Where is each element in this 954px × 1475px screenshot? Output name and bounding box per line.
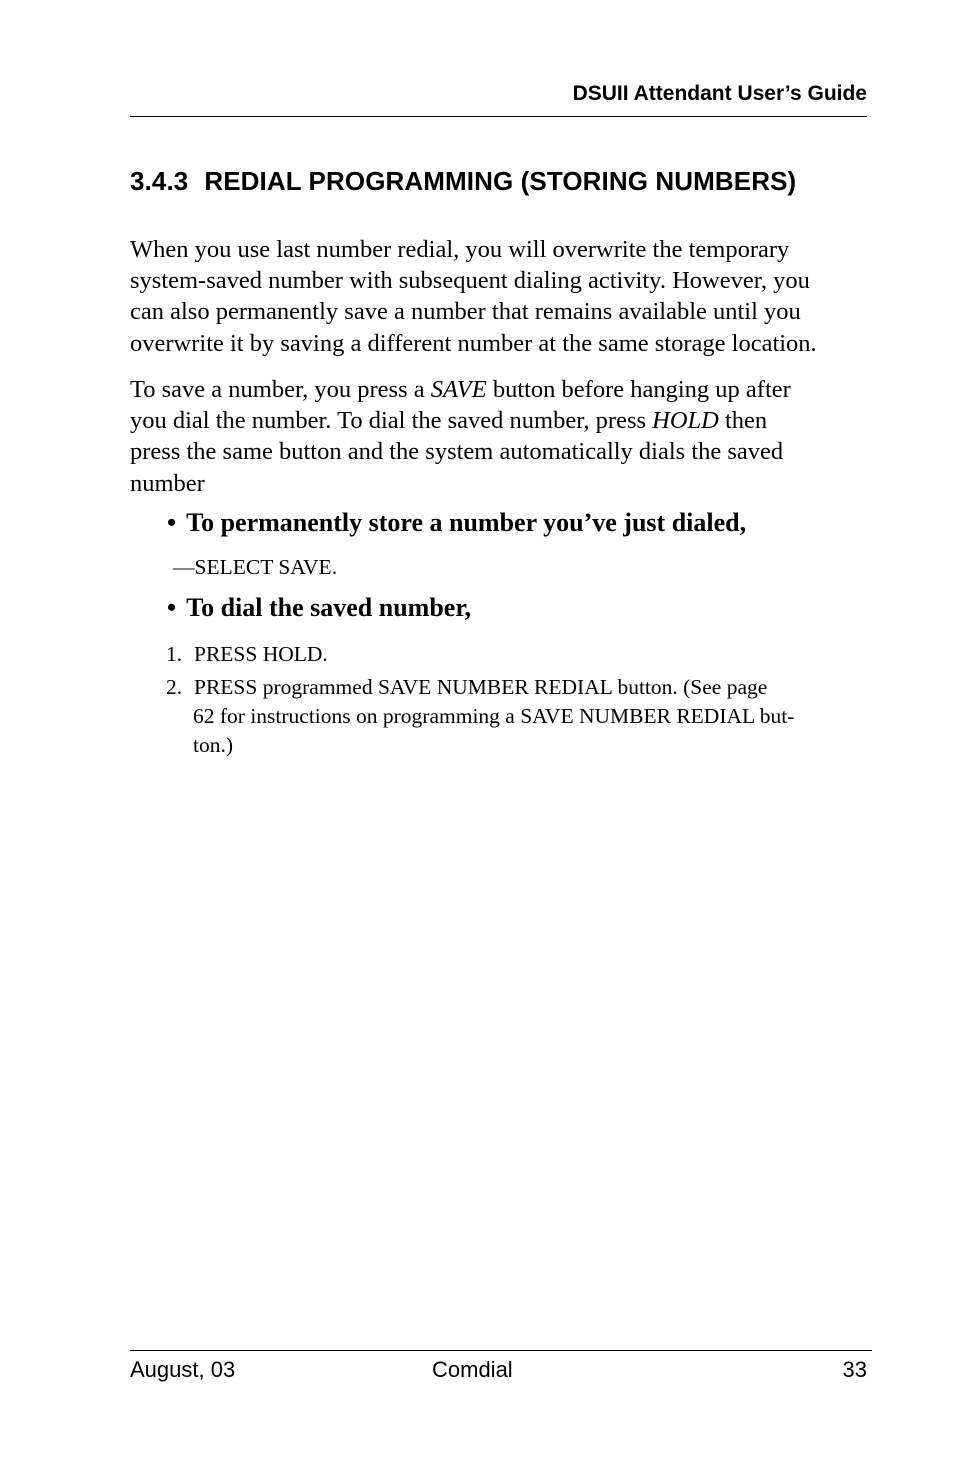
paragraph-line: number [130, 469, 205, 497]
step-line: ton.) [193, 733, 234, 757]
paragraph-line: system-saved number with subsequent dialing activity. However, you [130, 267, 810, 295]
bullet-marker: • [167, 508, 177, 537]
section-number: 3.4.3 [130, 166, 189, 196]
hold-keyword: HOLD [652, 407, 719, 435]
text-run: then [718, 407, 768, 435]
footer-date: August, 03 [130, 1357, 236, 1382]
paragraph-line: When you use last number redial, you will overwrite the temporary [130, 236, 790, 263]
header-title: DSUII Attendant User’s Guide [572, 82, 867, 105]
section-heading [130, 166, 796, 197]
footer-page-number: 33 [842, 1357, 867, 1382]
paragraph-line: overwrite it by saving a different number at the same storage location. [130, 329, 817, 357]
page-footer [130, 1350, 872, 1391]
bullet-text: To permanently store a number you’ve just dialed, [186, 508, 747, 537]
text-run: To save a number, you press a [130, 376, 431, 403]
paragraph-save-instructions [130, 374, 880, 499]
footer-company: Comdial [432, 1357, 513, 1382]
paragraph-line [130, 374, 880, 405]
step-line [166, 640, 328, 669]
step-number: 2. [166, 675, 183, 699]
step-press-save-redial [166, 673, 794, 760]
section-title: REDIAL PROGRAMMING (STORING NUMBERS) [204, 166, 797, 196]
step-text: PRESS programmed SAVE NUMBER REDIAL button. (See page [194, 675, 768, 699]
step-line [166, 673, 794, 702]
bullet-marker: • [167, 593, 177, 622]
substep-select-save: —SELECT SAVE. [173, 555, 338, 579]
paragraph-intro [130, 234, 880, 359]
page-header [130, 80, 867, 117]
step-press-hold [166, 640, 328, 669]
paragraph-line [130, 405, 880, 436]
paragraph-line: press the same button and the system automatically dials the saved [130, 438, 784, 466]
step-number: 1. [166, 642, 183, 666]
bullet-text: To dial the saved number, [186, 593, 471, 622]
text-run: you dial the number. To dial the saved number, press [130, 407, 653, 435]
paragraph-line: can also permanently save a number that remains available until you [130, 298, 801, 326]
save-keyword: SAVE [430, 376, 487, 403]
step-line: 62 for instructions on programming a SAVE NUMBER REDIAL but- [193, 704, 795, 728]
step-text: PRESS HOLD. [194, 642, 328, 666]
bullet-dial-saved [167, 593, 471, 623]
text-run: button before hanging up after [486, 376, 791, 403]
bullet-store-number [167, 508, 746, 538]
